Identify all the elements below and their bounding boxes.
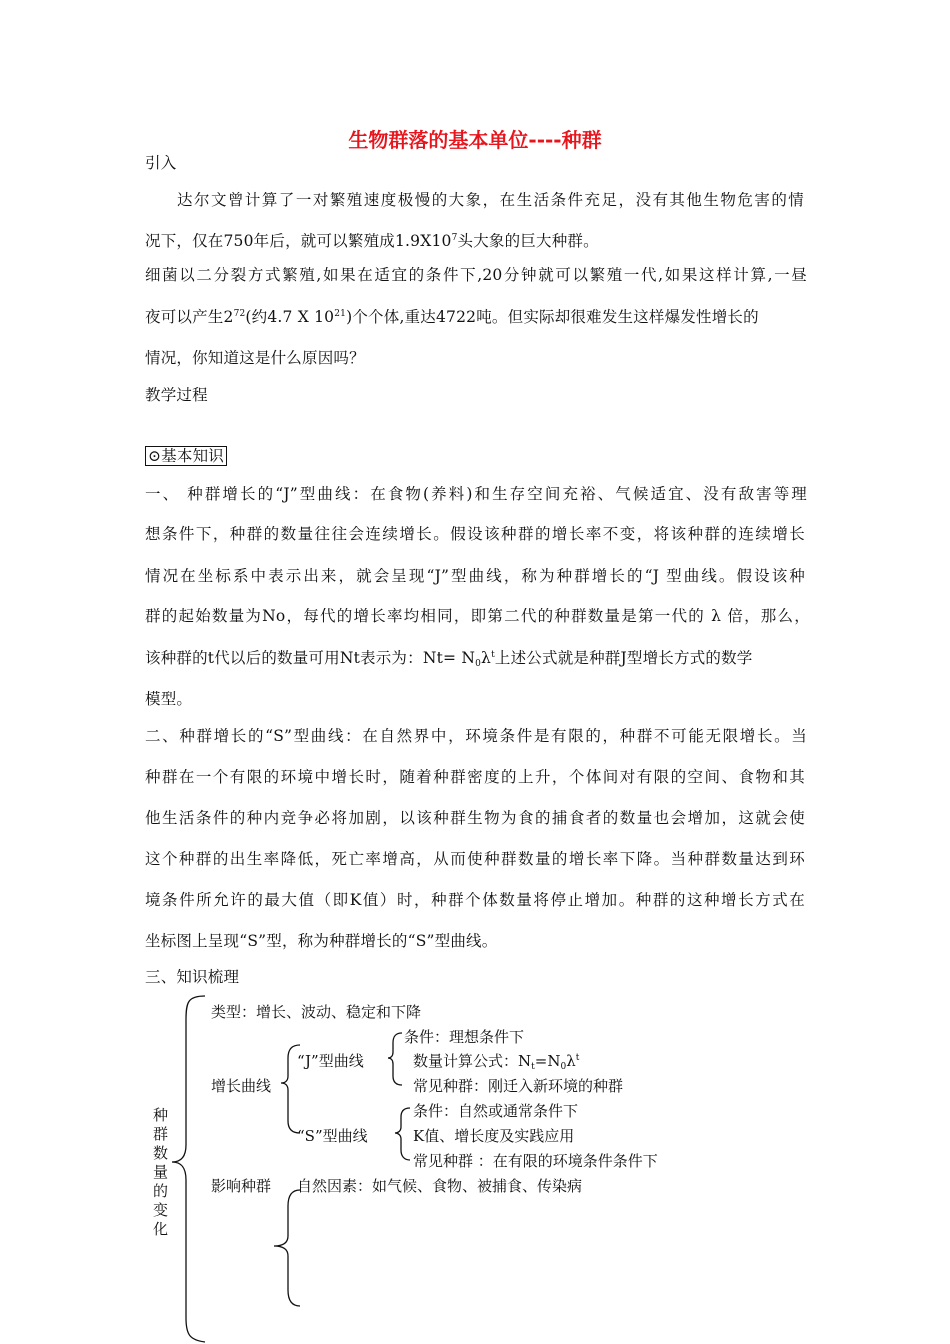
- subscript: 0: [475, 659, 482, 669]
- factors-brace: [274, 1190, 300, 1306]
- superscript: t: [491, 650, 495, 660]
- mindmap-s-curve: “S”型曲线: [297, 1127, 368, 1145]
- text-run: 该种群的t代以后的数量可用Nt表示为：Nt= N: [145, 649, 476, 667]
- text-run: λ: [481, 649, 492, 667]
- text-run: (约4.7 X 10: [245, 308, 335, 326]
- boxed-label: ⊙基本知识: [145, 446, 227, 466]
- text-run: 夜可以产生2: [145, 308, 234, 326]
- superscript: 21: [334, 309, 347, 319]
- mindmap-j-curve: “J”型曲线: [297, 1052, 364, 1070]
- mindmap-root-label: 种群数量的变化: [153, 1106, 169, 1238]
- section3-heading: 三、知识梳理: [145, 968, 240, 986]
- s-curve-brace: [395, 1108, 410, 1160]
- intro-paragraph-1-line-2: [145, 229, 599, 251]
- mindmap-natural-factors: 自然因素：如气候、食物、被捕食、传染病: [297, 1177, 583, 1195]
- section1-line-3: 情况在坐标系中表示出来，就会呈现“J”型曲线，称为种群增长的“J 型曲线。假设该种: [145, 567, 805, 585]
- text-run: 况下，仅在750年后，就可以繁殖成1.9X10: [145, 232, 452, 250]
- section2-line-4: 这个种群的出生率降低，死亡率增高，从而使种群数量的增长率下降。当种群数量达到环: [145, 850, 805, 868]
- mindmap-types: 类型：增长、波动、稳定和下降: [211, 1003, 422, 1021]
- process-heading: 教学过程: [145, 386, 208, 404]
- text-run: λ: [566, 1052, 576, 1070]
- intro-paragraph-2-line-3: 情况，你知道这是什么原因吗？: [145, 349, 365, 367]
- section2-line-1: 二、种群增长的“S”型曲线：在自然界中，环境条件是有限的，种群不可能无限增长。当: [145, 727, 807, 745]
- mindmap-growth-curve: 增长曲线: [211, 1077, 272, 1095]
- intro-paragraph-1-line-1: 达尔文曾计算了一对繁殖速度极慢的大象，在生活条件充足，没有其他生物危害的情: [177, 191, 804, 209]
- subscript: 0: [560, 1062, 567, 1072]
- intro-paragraph-2-line-1: 细菌以二分裂方式繁殖,如果在适宜的条件下,20分钟就可以繁殖一代,如果这样计算,一昼: [145, 266, 807, 284]
- mindmap-j-formula: [413, 1050, 579, 1071]
- subscript: t: [531, 1062, 535, 1072]
- superscript: 7: [451, 233, 458, 243]
- section2-line-6: 坐标图上呈现“S”型，称为种群增长的“S”型曲线。: [145, 932, 498, 950]
- superscript: t: [575, 1053, 580, 1063]
- intro-heading: 引入: [145, 154, 177, 172]
- text-run: =N: [534, 1052, 561, 1070]
- section2-line-2: 种群在一个有限的环境中增长时，随着种群密度的上升，个体间对有限的空间、食物和其: [145, 768, 805, 786]
- mindmap-s-species: 常见种群 ：在有限的环境条件条件下: [413, 1152, 658, 1170]
- section1-line-2: 想条件下，种群的数量往往会连续增长。假设该种群的增长率不变，将该种群的连续增长: [145, 525, 805, 543]
- text-run: 头大象的巨大种群。: [457, 232, 599, 250]
- mindmap-j-condition: 条件：理想条件下: [404, 1028, 525, 1046]
- mindmap-s-k-value: K值、增长度及实践应用: [413, 1127, 575, 1145]
- mindmap-factors: 影响种群: [211, 1177, 272, 1195]
- mindmap-s-condition: 条件：自然或通常条件下: [413, 1102, 579, 1120]
- mindmap-j-species: 常见种群：刚迁入新环境的种群: [413, 1077, 624, 1095]
- text-run: 数量计算公式：N: [413, 1052, 532, 1070]
- text-run: )个个体,重达4722吨。但实际却很难发生这样爆发性增长的: [346, 308, 759, 326]
- section2-line-3: 他生活条件的种内竞争必将加剧，以该种群生物为食的捕食者的数量也会增加，这就会使: [145, 809, 805, 827]
- text-run: 上述公式就是种群J型增长方式的数学: [494, 649, 753, 667]
- page-title: 生物群落的基本单位----种群: [348, 128, 602, 152]
- section2-line-5: 境条件所允许的最大值（即K值）时，种群个体数量将停止增加。种群的这种增长方式在: [145, 891, 805, 909]
- j-curve-brace: [388, 1033, 402, 1085]
- section1-line-6: 模型。: [145, 690, 193, 708]
- superscript: 72: [233, 309, 246, 319]
- section1-line-4: 群的起始数量为No，每代的增长率均相同，即第二代的种群数量是第一代的 λ 倍，那么，: [145, 607, 810, 625]
- section1-line-5: [145, 646, 753, 668]
- root-brace: [172, 996, 205, 1342]
- basic-knowledge-heading: [145, 444, 227, 466]
- intro-paragraph-2-line-2: [145, 305, 759, 327]
- section1-line-1: 一、 种群增长的“J”型曲线：在食物(养料)和生存空间充裕、气候适宜、没有敌害等理: [145, 485, 807, 503]
